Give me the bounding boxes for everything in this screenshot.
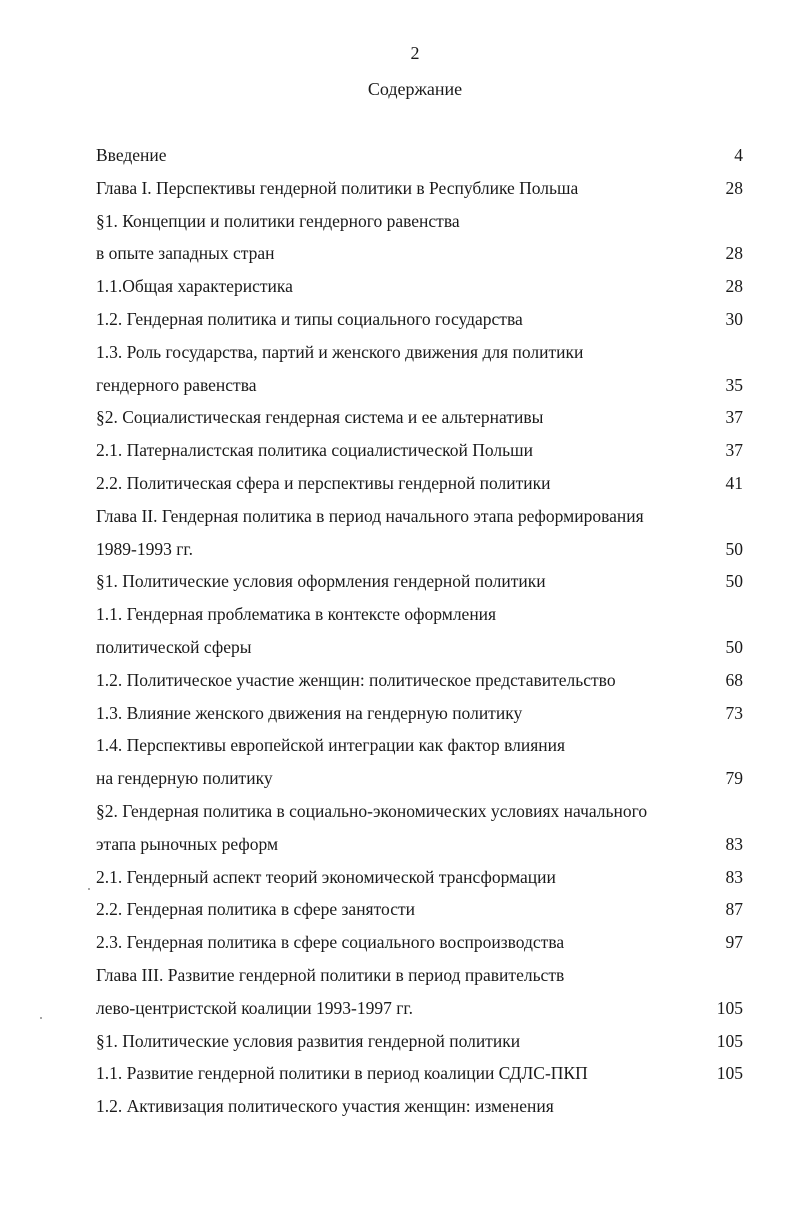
toc-entry [96,209,743,233]
toc-entry-title: 1.4. Перспективы европейской интеграции как фактор влияния [96,735,566,756]
toc-entry [96,340,743,364]
toc-entry-title: в опыте западных стран [96,243,275,264]
toc-entry-page: 68 [725,669,743,690]
toc-entry-page: 37 [725,407,743,428]
toc-entry [96,471,743,495]
toc-entry [96,799,743,823]
toc-entry-title: лево-центристской коалиции 1993-1997 гг. [96,997,414,1018]
toc-entry-title: гендерного равенства [96,374,257,395]
toc-entry [96,701,743,725]
toc-entry-title: 1.3. Влияние женского движения на гендерную политику [96,702,523,723]
toc-entry-page: 41 [725,473,743,493]
toc-entry-title: 1.2. Гендерная политика и типы социального государства [96,309,523,329]
toc-entry-page: 28 [725,243,743,264]
toc-entry-title: §2. Социалистическая гендерная система и ее альтернативы [96,407,544,428]
toc-entry-page: 4 [734,145,743,165]
toc-entry-title: 1.1. Гендерная проблематика в контексте оформления [96,604,497,625]
toc-entry [96,504,743,528]
toc-entry [96,537,743,561]
toc-entry-title: 1989-1993 гг. [96,538,193,559]
toc-entry [96,143,743,167]
toc-entry-title: Глава II. Гендерная политика в период начального этапа реформирования [96,505,644,526]
toc-entry [96,766,743,790]
toc-entry-title: Глава I. Перспективы гендерной политики в Республике Польша [96,177,579,198]
toc-entry-title: на гендерную политику [96,768,273,789]
toc-entry [96,996,743,1020]
toc-entry [96,832,743,856]
toc-entry [96,1061,743,1085]
toc-entry [96,930,743,954]
toc-entry-page: 79 [725,768,743,789]
toc-entry-title: §1. Политические условия развития гендерной политики [96,1030,521,1051]
toc-entry-title: 1.3. Роль государства, партий и женского движения для политики [96,341,584,362]
toc-entry [96,274,743,298]
toc-entry-title: 2.2. Политическая сфера и перспективы гендерной политики [96,473,551,493]
toc-entry-page: 28 [725,276,743,297]
toc-entry [96,569,743,593]
scan-speck [40,1017,42,1019]
toc-entry [96,373,743,397]
toc-entry-title: Глава III. Развитие гендерной политики в период правительств [96,965,565,985]
toc-entry [96,865,743,889]
toc-entry-page: 50 [725,571,743,592]
toc-entry [96,241,743,265]
toc-entry [96,668,743,692]
toc-entry-title: 1.1.Общая характеристика [96,276,293,297]
page-title: Содержание [367,79,463,99]
toc-entry-title: 1.1. Развитие гендерной политики в период коалиции СДЛС-ПКП [96,1063,588,1084]
toc-entry-page: 97 [725,932,743,953]
toc-entry [96,733,743,757]
toc-entry-title: 2.1. Гендерный аспект теорий экономической трансформации [96,866,556,887]
toc-entry-page: 73 [725,702,743,723]
toc-entry-page: 28 [725,177,743,198]
toc-entry [96,602,743,626]
toc-entry-page: 105 [716,997,743,1018]
toc-entry-page: 83 [725,833,743,854]
toc-entry [96,963,743,987]
toc-entry-title: 2.3. Гендерная политика в сфере социального воспроизводства [96,932,565,953]
toc-entry [96,897,743,921]
toc-entry-title: §1. Концепции и политики гендерного равенства [96,210,460,231]
toc-entry-title: §2. Гендерная политика в социально-экономических условиях начального [96,801,648,821]
toc-entry-title: 1.2. Политическое участие женщин: политическое представительство [96,669,616,690]
toc-entry [96,1029,743,1053]
toc-entry-page: 30 [725,309,743,329]
toc-entry [96,635,743,659]
toc-entry-page: 87 [725,899,743,920]
toc-entry-title: 2.1. Патерналистская политика социалистической Польши [96,440,533,461]
toc-entry-page: 105 [716,1063,743,1084]
toc-entry-title: этапа рыночных реформ [96,833,279,854]
page-number: 2 [410,43,420,63]
toc-entry [96,438,743,462]
toc-entry [96,176,743,200]
toc-entry [96,405,743,429]
toc-entry-page: 50 [725,538,743,559]
toc-entry-title: §1. Политические условия оформления гендерной политики [96,571,546,592]
toc-entry-page: 37 [725,440,743,461]
toc-entry-page: 35 [725,374,743,395]
scan-speck [88,888,90,890]
toc-entry-page: 50 [725,637,743,657]
toc-entry-page: 83 [725,866,743,887]
toc-entry-title: политической сферы [96,637,252,657]
toc-entry-title: 1.2. Активизация политического участия женщин: изменения [96,1096,554,1117]
toc-entry [96,307,743,331]
toc-entry [96,1094,743,1118]
toc-entry-page: 105 [716,1030,743,1051]
toc-entry-title: Введение [96,145,167,165]
toc-entry-title: 2.2. Гендерная политика в сфере занятости [96,899,415,920]
